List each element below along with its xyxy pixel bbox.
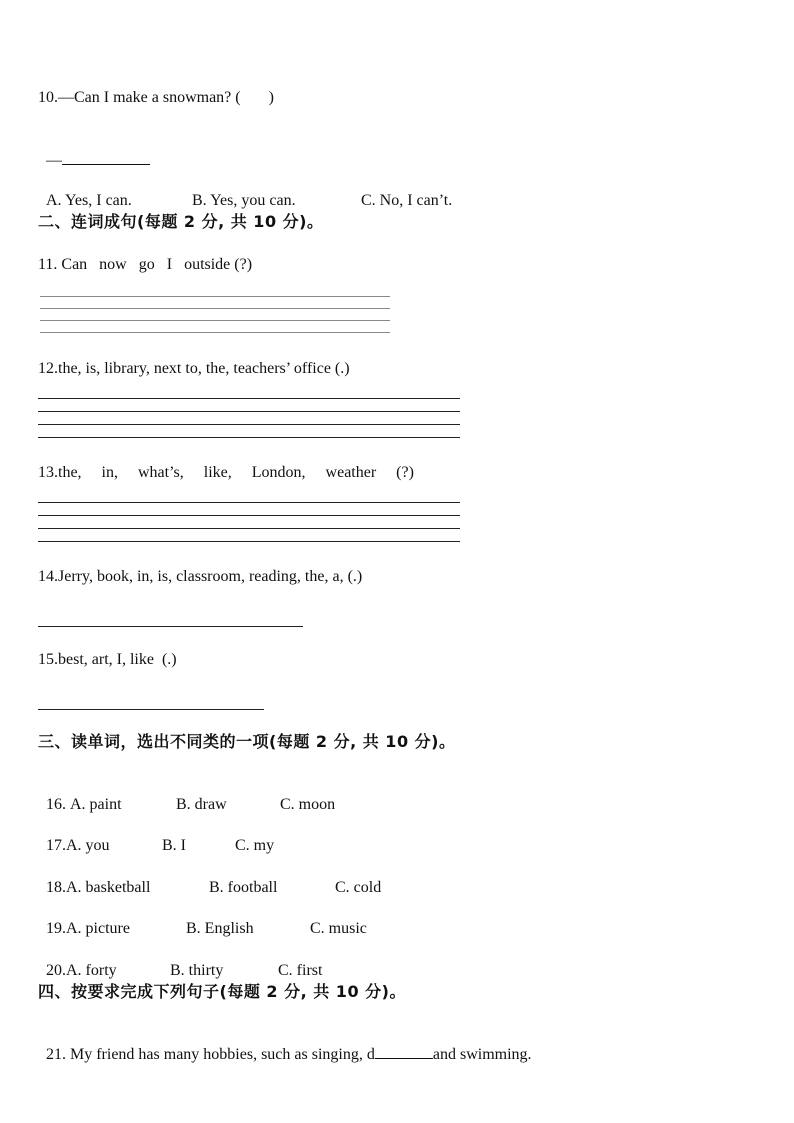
q10-reply-blank[interactable] bbox=[62, 150, 150, 165]
answer-line bbox=[38, 515, 460, 516]
q19-number: 19. bbox=[46, 920, 66, 937]
q20-option-c[interactable]: C. first bbox=[278, 962, 323, 979]
answer-line bbox=[40, 332, 390, 333]
q21-text-after: and swimming. bbox=[432, 1046, 532, 1063]
q17-option-c[interactable]: C. my bbox=[235, 837, 275, 854]
q17-option-b[interactable]: B. I bbox=[162, 837, 186, 854]
q18-number: 18. bbox=[46, 879, 66, 896]
q10-option-c[interactable]: C. No, I can’t. bbox=[361, 192, 453, 209]
q19-row bbox=[38, 899, 367, 939]
q21-blank[interactable] bbox=[375, 1044, 433, 1059]
q19-option-a[interactable]: A. picture bbox=[66, 920, 130, 937]
q12-prompt: 12.the, is, library, next to, the, teachers’ office (.) bbox=[38, 360, 350, 377]
section-3-title: 三、读单词，选出不同类的一项(每题 2 分, 共 10 分)。 bbox=[38, 732, 456, 751]
answer-line bbox=[38, 411, 460, 412]
q13-prompt: 13.the, in, what’s, like, London, weather (?) bbox=[38, 464, 414, 481]
answer-line bbox=[40, 296, 390, 297]
q18-row bbox=[38, 858, 381, 898]
q10-option-a[interactable]: A. Yes, I can. bbox=[46, 192, 132, 209]
answer-line bbox=[38, 398, 460, 399]
q21-row bbox=[38, 1024, 532, 1065]
q19-option-b[interactable]: B. English bbox=[186, 920, 254, 937]
q15-prompt: 15.best, art, I, like (.) bbox=[38, 651, 177, 668]
answer-line bbox=[38, 528, 460, 529]
q18-option-c[interactable]: C. cold bbox=[335, 879, 382, 896]
q16-row bbox=[38, 775, 335, 815]
answer-line bbox=[40, 320, 390, 321]
q16-option-c[interactable]: C. moon bbox=[280, 796, 336, 813]
q14-answer-line[interactable] bbox=[38, 626, 303, 627]
q19-option-c[interactable]: C. music bbox=[310, 920, 367, 937]
section-2-title: 二、连词成句(每题 2 分, 共 10 分)。 bbox=[38, 212, 324, 231]
q10-options bbox=[38, 171, 452, 211]
answer-line bbox=[40, 308, 390, 309]
q20-option-a[interactable]: A. forty bbox=[66, 962, 117, 979]
q20-option-b[interactable]: B. thirty bbox=[170, 962, 224, 979]
answer-line bbox=[38, 424, 460, 425]
q16-option-b[interactable]: B. draw bbox=[176, 796, 227, 813]
answer-line bbox=[38, 437, 460, 438]
answer-line bbox=[38, 541, 460, 542]
q18-option-b[interactable]: B. football bbox=[209, 879, 278, 896]
q10-option-b[interactable]: B. Yes, you can. bbox=[192, 192, 296, 209]
q10-stem: 10.—Can I make a snowman? ( ) bbox=[38, 89, 274, 106]
q18-option-a[interactable]: A. basketball bbox=[66, 879, 151, 896]
section-4-title: 四、按要求完成下列句子(每题 2 分, 共 10 分)。 bbox=[38, 982, 406, 1001]
answer-line bbox=[38, 502, 460, 503]
q17-number: 17. bbox=[46, 837, 66, 854]
q10-reply bbox=[38, 130, 150, 171]
q16-number: 16. bbox=[46, 796, 66, 813]
q17-row bbox=[38, 816, 274, 856]
q20-row bbox=[38, 941, 322, 981]
q17-option-a[interactable]: A. you bbox=[66, 837, 110, 854]
q15-answer-line[interactable] bbox=[38, 709, 264, 710]
q20-number: 20. bbox=[46, 962, 66, 979]
q11-prompt: 11. Can now go I outside (?) bbox=[38, 256, 253, 273]
q14-prompt: 14.Jerry, book, in, is, classroom, reading, the, a, (.) bbox=[38, 568, 363, 585]
q10-reply-dash: — bbox=[46, 152, 62, 169]
q16-option-a[interactable]: A. paint bbox=[70, 796, 122, 813]
q21-text-before: 21. My friend has many hobbies, such as singing, d bbox=[46, 1046, 375, 1063]
